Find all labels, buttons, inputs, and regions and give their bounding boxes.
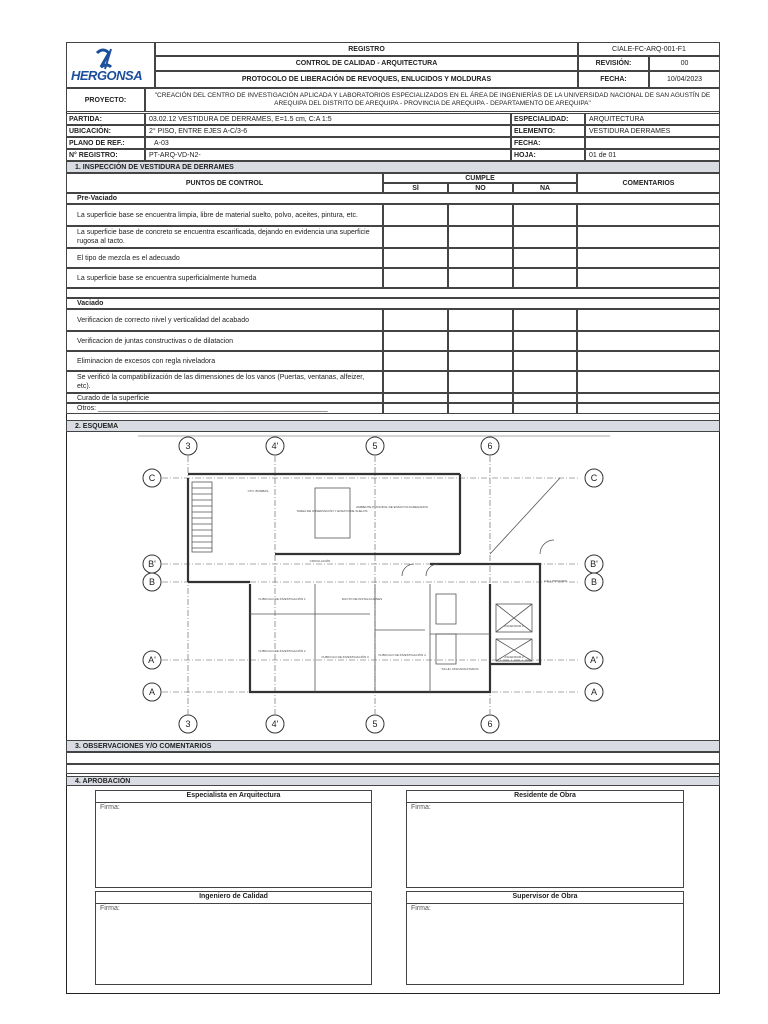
check-na-cell[interactable] <box>513 204 577 226</box>
col-si: SÍ <box>383 183 448 193</box>
checklist-item: Verificacion de correcto nivel y verticalidad del acabado <box>66 309 383 331</box>
room-label: DUCTO DE INSTALACIONES <box>341 597 383 601</box>
check-no-cell[interactable] <box>448 393 513 403</box>
comment-cell[interactable] <box>577 331 720 351</box>
room-label: AMBIENTE PRINCIPAL DE ENSAYOS AGREGADOS <box>356 505 428 509</box>
axis-label: B <box>590 577 598 587</box>
approval-box-residente[interactable] <box>406 790 684 888</box>
check-na-cell[interactable] <box>513 351 577 371</box>
axis-label: 5 <box>372 441 378 451</box>
check-na-cell[interactable] <box>513 393 577 403</box>
approval-title: Ingeniero de Calidad <box>96 892 371 904</box>
check-no-cell[interactable] <box>448 309 513 331</box>
room-label: ASCENSOR 1 <box>504 624 524 628</box>
room-label: CUBICULO DE INVESTIGACIÓN 1 <box>258 597 306 601</box>
check-na-cell[interactable] <box>513 331 577 351</box>
axis-label: C <box>148 473 156 483</box>
approval-title: Supervisor de Obra <box>407 892 683 904</box>
project-text: "CREACIÓN DEL CENTRO DE INVESTIGACIÓN APLICADA Y LABORATORIOS ESPECIALIZADOS EN EL ÁREA DE INGENIERÍAS DE LA UNIVERSIDAD NACIONAL DE SAN AGUSTÍN DE AREQUIPA DEL DISTRITO DE AREQUIPA - PROVINCIA DE AREQUIPA - DEPARTAMENTO DE AREQUIPA" <box>145 88 720 112</box>
col-comentarios: COMENTARIOS <box>577 173 720 193</box>
firma-label: Firma: <box>411 804 431 811</box>
logo-text: HERGONSA <box>71 68 143 83</box>
registro-value: PT-ARQ-VD-N2- <box>145 149 511 161</box>
axis-label: C <box>590 473 598 483</box>
room-label: SS.HH. DISCAPACITADOS <box>441 667 479 671</box>
ubicacion-value: 2° PISO, ENTRE EJES A-C/3-6 <box>145 125 511 137</box>
room-label: CUBICULO DE INVESTIGACIÓN 4 <box>378 653 426 657</box>
observations-line-2[interactable] <box>66 764 720 774</box>
comment-cell[interactable] <box>577 248 720 268</box>
col-no: NO <box>448 183 513 193</box>
otros-field[interactable]: Otros: ___________________________________________________________ <box>66 403 383 414</box>
check-si-cell[interactable] <box>383 371 448 393</box>
comment-cell[interactable] <box>577 309 720 331</box>
plano-value: A-03 <box>145 137 511 149</box>
check-no-cell[interactable] <box>448 331 513 351</box>
date-label: FECHA: <box>578 71 649 88</box>
elemento-value: VESTIDURA DERRAMES <box>585 125 720 137</box>
partida-value: 03.02.12 VESTIDURA DE DERRAMES, E=1.5 cm, C:A 1:5 <box>145 113 511 125</box>
check-no-cell[interactable] <box>448 403 513 414</box>
approval-box-supervisor[interactable] <box>406 891 684 985</box>
col-puntos-de-control: PUNTOS DE CONTROL <box>66 173 383 193</box>
check-no-cell[interactable] <box>448 226 513 248</box>
fecha-value[interactable] <box>585 137 720 149</box>
check-na-cell[interactable] <box>513 309 577 331</box>
axis-label: 6 <box>487 441 493 451</box>
approval-box-ingeniero[interactable] <box>95 891 372 985</box>
axis-label: B' <box>148 559 156 569</box>
checklist-item: La superficie base se encuentra limpia, libre de material suelto, polvo, aceites, pintura, etc. <box>66 204 383 226</box>
check-si-cell[interactable] <box>383 226 448 248</box>
section-4-title: 4. APROBACIÓN <box>66 776 720 786</box>
check-na-cell[interactable] <box>513 226 577 248</box>
checklist-item: Se verificó la compatibilización de las dimensiones de los vanos (Puertas, ventanas, alfeizer, etc). <box>66 371 383 393</box>
hoja-label: HOJA: <box>511 149 585 161</box>
check-si-cell[interactable] <box>383 248 448 268</box>
plano-label: PLANO DE REF.: <box>66 137 145 149</box>
comment-cell[interactable] <box>577 226 720 248</box>
axis-label: B' <box>590 559 598 569</box>
check-na-cell[interactable] <box>513 248 577 268</box>
title-protocolo: PROTOCOLO DE LIBERACIÓN DE REVOQUES, ENLUCIDOS Y MOLDURAS <box>155 71 578 88</box>
checklist-item: Eliminacion de excesos con regla niveladora <box>66 351 383 371</box>
checklist-item: La superficie base se encuentra superficialmente humeda <box>66 268 383 288</box>
especialidad-value: ARQUITECTURA <box>585 113 720 125</box>
section-1-title: 1. INSPECCIÓN DE VESTIDURA DE DERRAMES <box>66 161 720 173</box>
title-control: CONTROL DE CALIDAD - ARQUITECTURA <box>155 56 578 71</box>
checklist-item: Verificacion de juntas constructivas o de dilatacion <box>66 331 383 351</box>
revision-value: 00 <box>649 56 720 71</box>
elemento-label: ELEMENTO: <box>511 125 585 137</box>
room-label: CIRCULACIÓN <box>309 559 331 563</box>
room-label: CUBICULO DE INVESTIGACIÓN 2 <box>258 649 306 653</box>
section-2-title: 2. ESQUEMA <box>66 420 720 432</box>
checklist-item: Curado de la superficie <box>66 393 383 403</box>
fecha-label: FECHA: <box>511 137 585 149</box>
axis-label: A' <box>148 655 156 665</box>
check-na-cell[interactable] <box>513 371 577 393</box>
room-label: TAREA DE OBSERVACIÓN Y ENSAYO DE SUELOS <box>296 509 368 513</box>
hoja-value: 01 de 01 <box>585 149 720 161</box>
check-na-cell[interactable] <box>513 268 577 288</box>
comment-cell[interactable] <box>577 403 720 414</box>
check-si-cell[interactable] <box>383 393 448 403</box>
check-si-cell[interactable] <box>383 268 448 288</box>
check-si-cell[interactable] <box>383 403 448 414</box>
room-label: HALL PRINCIPAL <box>544 579 568 583</box>
check-no-cell[interactable] <box>448 371 513 393</box>
especialidad-label: ESPECIALIDAD: <box>511 113 585 125</box>
section-3-title: 3. OBSERVACIONES Y/O COMENTARIOS <box>66 740 720 752</box>
check-no-cell[interactable] <box>448 268 513 288</box>
col-na: NA <box>513 183 577 193</box>
comment-cell[interactable] <box>577 268 720 288</box>
approval-title: Especialista en Arquitectura <box>96 791 371 803</box>
axis-label: 3 <box>185 441 191 451</box>
axis-label: 4' <box>271 441 279 451</box>
revision-label: REVISIÓN: <box>578 56 649 71</box>
firma-label: Firma: <box>100 905 120 912</box>
room-label: ASCENSOR 2 <box>504 655 524 659</box>
comment-cell[interactable] <box>577 371 720 393</box>
approval-box-especialista[interactable] <box>95 790 372 888</box>
axis-label: A <box>590 687 598 697</box>
axis-label: 3 <box>185 719 191 729</box>
check-si-cell[interactable] <box>383 204 448 226</box>
logo-box <box>66 42 155 88</box>
check-no-cell[interactable] <box>448 351 513 371</box>
partida-label: PARTIDA: <box>66 113 145 125</box>
title-registro: REGISTRO <box>155 42 578 56</box>
check-na-cell[interactable] <box>513 403 577 414</box>
col-cumple: CUMPLE <box>383 173 577 183</box>
registro-label: N° REGISTRO: <box>66 149 145 161</box>
axis-label: B <box>148 577 156 587</box>
axis-label: 6 <box>487 719 493 729</box>
axis-label: 5 <box>372 719 378 729</box>
room-label: CTO. BOMBAS <box>247 489 269 493</box>
axis-label: A' <box>590 655 598 665</box>
check-si-cell[interactable] <box>383 309 448 331</box>
group-pre-vaciado: Pre-Vaciado <box>66 193 720 204</box>
comment-cell[interactable] <box>577 351 720 371</box>
comment-cell[interactable] <box>577 393 720 403</box>
group-vaciado: Vaciado <box>66 298 720 309</box>
project-label: PROYECTO: <box>66 88 145 112</box>
ubicacion-label: UBICACIÓN: <box>66 125 145 137</box>
checklist-item: La superficie base de concreto se encuentra escarificada, dejando en evidencia una superficie rugosa al tacto. <box>66 226 383 248</box>
check-si-cell[interactable] <box>383 331 448 351</box>
approval-title: Residente de Obra <box>407 791 683 803</box>
checklist-item: El tipo de mezcla es el adecuado <box>66 248 383 268</box>
firma-label: Firma: <box>100 804 120 811</box>
axis-label: 4' <box>271 719 279 729</box>
room-label: CUBICULO DE INVESTIGACIÓN 3 <box>321 655 369 659</box>
check-no-cell[interactable] <box>448 248 513 268</box>
firma-label: Firma: <box>411 905 431 912</box>
floor-plan-drawing <box>130 434 620 736</box>
axis-label: A <box>148 687 156 697</box>
check-si-cell[interactable] <box>383 351 448 371</box>
comment-cell[interactable] <box>577 204 720 226</box>
document-code: CIALE-FC-ARQ-001-F1 <box>578 42 720 56</box>
spacer-row <box>66 288 720 298</box>
observations-line-1[interactable] <box>66 752 720 764</box>
date-value: 10/04/2023 <box>649 71 720 88</box>
check-no-cell[interactable] <box>448 204 513 226</box>
